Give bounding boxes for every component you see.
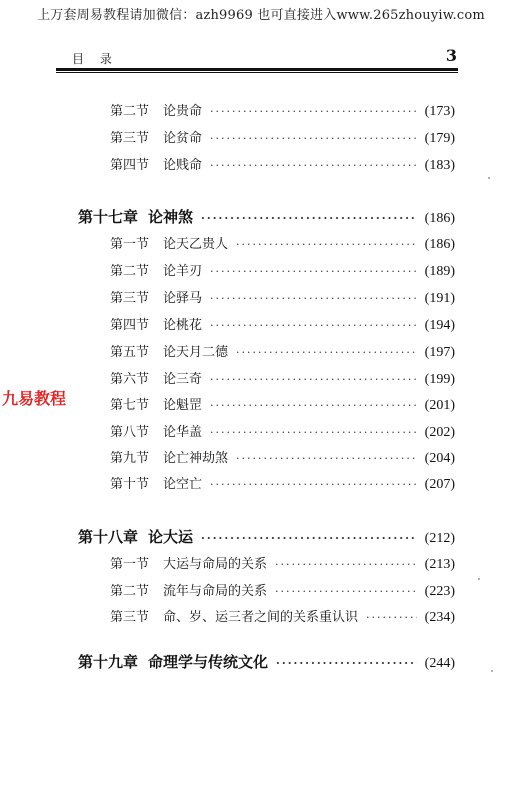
dot-leader: [236, 238, 417, 251]
entry-page: (189): [424, 264, 455, 279]
toc-entry-4[interactable]: [110, 233, 455, 253]
entry-page: (199): [424, 372, 455, 387]
dot-leader: [210, 265, 417, 278]
entry-page: (204): [424, 451, 455, 466]
entry-title: 论华盖: [163, 425, 203, 440]
toc-entry-17[interactable]: [110, 606, 455, 626]
dot-leader: [210, 373, 417, 386]
entry-number: 第三节: [110, 610, 150, 625]
entry-page: (207): [424, 477, 455, 492]
entry-page: (234): [424, 610, 455, 625]
chapter-title: 论神煞: [148, 208, 194, 226]
dot-leader: [210, 426, 417, 439]
entry-page: (186): [424, 237, 455, 252]
entry-page: (223): [424, 584, 455, 599]
entry-title: 论桃花: [163, 318, 203, 333]
toc-chapter-17[interactable]: [78, 206, 455, 227]
page-number: 3: [445, 46, 457, 65]
chapter-number: 第十八章: [78, 528, 139, 546]
header-rule: [56, 68, 458, 71]
entry-number: 第二节: [110, 584, 150, 599]
scan-speck: [491, 670, 493, 672]
chapter-title: 命理学与传统文化: [148, 653, 269, 671]
entry-title: 流年与命局的关系: [163, 584, 268, 599]
toc-entry-7[interactable]: [110, 314, 455, 334]
entry-number: 第五节: [110, 345, 150, 360]
dot-leader: [236, 346, 417, 359]
header-rule-thin: [56, 72, 458, 73]
toc-entry-5[interactable]: [110, 260, 455, 280]
toc-entry-12[interactable]: [110, 447, 455, 467]
toc-entry-0[interactable]: [110, 100, 455, 120]
dot-leader: [201, 212, 417, 225]
entry-title: 论驿马: [163, 291, 203, 306]
entry-page: (191): [424, 291, 455, 306]
toc-entry-16[interactable]: [110, 580, 455, 600]
entry-title: 论魁罡: [163, 398, 203, 413]
entry-page: (173): [424, 104, 455, 119]
top-banner: 上万套周易教程请加微信：azh9969 也可直接进入www.265zhouyiw.com: [37, 8, 485, 23]
entry-title: 论空亡: [163, 477, 203, 492]
dot-leader: [210, 292, 417, 305]
entry-number: 第八节: [110, 425, 150, 440]
dot-leader: [210, 159, 417, 172]
toc-entry-9[interactable]: [110, 368, 455, 388]
dot-leader: [275, 558, 417, 571]
entry-title: 论天月二德: [163, 345, 229, 360]
toc-entry-6[interactable]: [110, 287, 455, 307]
watermark-label: 九易教程: [2, 389, 67, 408]
entry-number: 第九节: [110, 451, 150, 466]
toc-entry-2[interactable]: [110, 154, 455, 174]
entry-title: 论贫命: [163, 131, 203, 146]
dot-leader: [275, 585, 417, 598]
toc-entry-11[interactable]: [110, 421, 455, 441]
entry-title: 命、岁、运三者之间的关系重认识: [163, 610, 359, 625]
entry-number: 第三节: [110, 131, 150, 146]
dot-leader: [236, 452, 417, 465]
entry-number: 第一节: [110, 557, 150, 572]
entry-number: 第二节: [110, 104, 150, 119]
entry-page: (183): [424, 158, 455, 173]
entry-page: (197): [424, 345, 455, 360]
dot-leader: [210, 132, 417, 145]
entry-title: 论亡神劫煞: [163, 451, 229, 466]
running-head-label: 目 录: [72, 52, 118, 66]
entry-title: 论羊刃: [163, 264, 203, 279]
chapter-page: (186): [424, 211, 455, 226]
toc-chapter-19[interactable]: [78, 651, 455, 672]
dot-leader: [366, 611, 417, 624]
dot-leader: [210, 105, 417, 118]
dot-leader: [276, 657, 417, 670]
chapter-page: (212): [424, 531, 455, 546]
dot-leader: [210, 478, 417, 491]
toc-entry-1[interactable]: [110, 127, 455, 147]
running-head: [72, 46, 457, 68]
entry-number: 第四节: [110, 158, 150, 173]
entry-title: 论贱命: [163, 158, 203, 173]
entry-number: 第七节: [110, 398, 150, 413]
entry-title: 大运与命局的关系: [163, 557, 268, 572]
entry-page: (201): [424, 398, 455, 413]
entry-number: 第四节: [110, 318, 150, 333]
scan-speck: [478, 578, 480, 580]
scan-speck: [488, 177, 490, 179]
chapter-page: (244): [424, 656, 455, 671]
toc-entry-15[interactable]: [110, 553, 455, 573]
toc-entry-8[interactable]: [110, 341, 455, 361]
entry-title: 论天乙贵人: [163, 237, 229, 252]
entry-number: 第三节: [110, 291, 150, 306]
entry-number: 第一节: [110, 237, 150, 252]
chapter-number: 第十七章: [78, 208, 139, 226]
entry-page: (202): [424, 425, 455, 440]
dot-leader: [210, 399, 417, 412]
chapter-number: 第十九章: [78, 653, 139, 671]
toc-entry-13[interactable]: [110, 473, 455, 493]
toc-entry-10[interactable]: [110, 394, 455, 414]
entry-number: 第十节: [110, 477, 150, 492]
entry-number: 第六节: [110, 372, 150, 387]
entry-page: (213): [424, 557, 455, 572]
chapter-title: 论大运: [148, 528, 194, 546]
entry-page: (194): [424, 318, 455, 333]
toc-chapter-18[interactable]: [78, 526, 455, 547]
entry-title: 论三奇: [163, 372, 203, 387]
dot-leader: [210, 319, 417, 332]
dot-leader: [201, 532, 417, 545]
entry-number: 第二节: [110, 264, 150, 279]
entry-title: 论贵命: [163, 104, 203, 119]
entry-page: (179): [424, 131, 455, 146]
